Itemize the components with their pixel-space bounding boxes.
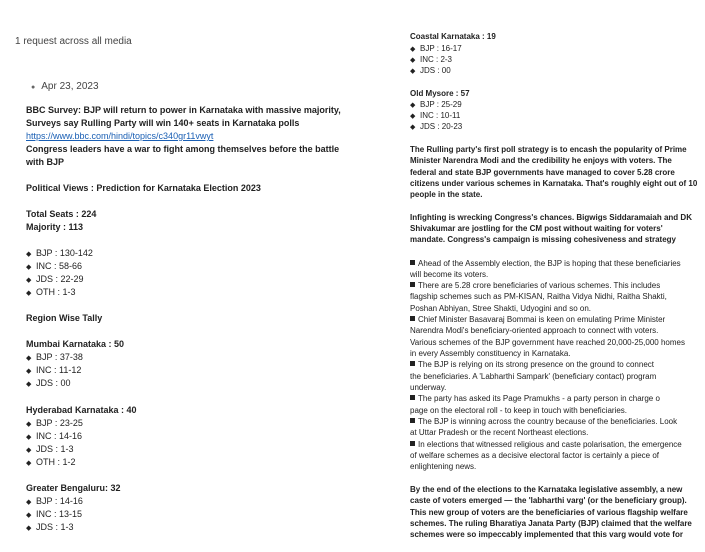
overall-item: ◆ BJP : 130-142 xyxy=(26,247,93,261)
point-line: Ahead of the Assembly election, the BJP is hoping that these beneficiaries xyxy=(410,258,681,269)
diamond-bullet-icon: ◆ xyxy=(410,46,416,53)
diamond-bullet-icon: ◆ xyxy=(26,355,32,362)
square-bullet-icon xyxy=(410,316,415,321)
region-item: ◆ BJP : 37-38 xyxy=(26,351,83,365)
para1-line: citizens under various schemes in Karnataka. That's roughly eight out of 10 xyxy=(410,179,698,188)
diamond-bullet-icon: ◆ xyxy=(26,499,32,506)
region-item: ◆ JDS : 20-23 xyxy=(410,121,462,133)
point-line: Chief Minister Basavaraj Bommai is keen on emulating Prime Minister xyxy=(410,314,665,325)
square-bullet-icon xyxy=(410,361,415,366)
square-bullet-icon xyxy=(410,418,415,423)
point-line: The BJP is relying on its strong presence on the ground to connect xyxy=(410,359,654,370)
point-line: in every Assembly constituency in Karnataka. xyxy=(410,349,571,358)
region-item: ◆ JDS : 00 xyxy=(410,65,451,77)
overall-item: ◆ INC : 58-66 xyxy=(26,260,82,274)
region-name: Greater Bengaluru: 32 xyxy=(26,483,121,493)
diamond-bullet-icon: ◆ xyxy=(26,512,32,519)
region-item: ◆ BJP : 25-29 xyxy=(410,99,462,111)
region-name: Old Mysore : 57 xyxy=(410,89,470,98)
diamond-bullet-icon: ◆ xyxy=(26,290,32,297)
diamond-bullet-icon: ◆ xyxy=(26,447,32,454)
post-date-text: Apr 23, 2023 xyxy=(41,81,99,92)
point-line: Poshan Abhiyan, Stree Shakti, Udyogini and so on. xyxy=(410,304,592,313)
para1-line: The Rulling party's first poll strategy is to encash the popularity of Prime xyxy=(410,145,687,154)
region-item: ◆ INC : 10-11 xyxy=(410,110,460,122)
point-line: underway. xyxy=(410,383,447,392)
para3-line: By the end of the elections to the Karnataka legislative assembly, a new xyxy=(410,485,683,494)
headline-line-1: BBC Survey: BJP will return to power in Karnataka with massive majority, xyxy=(26,105,341,115)
diamond-bullet-icon: ◆ xyxy=(26,434,32,441)
region-item: ◆ JDS : 1-3 xyxy=(26,521,74,535)
point-line: enlightening news. xyxy=(410,462,477,471)
diamond-bullet-icon: ◆ xyxy=(410,68,416,75)
point-line: the beneficiaries. A 'Labharthi Sampark' (beneficiary contact) program xyxy=(410,372,657,381)
region-item: ◆ INC : 14-16 xyxy=(26,430,82,444)
diamond-bullet-icon: ◆ xyxy=(26,381,32,388)
region-item: ◆ BJP : 16-17 xyxy=(410,43,462,55)
diamond-bullet-icon: ◆ xyxy=(26,421,32,428)
diamond-bullet-icon: ◆ xyxy=(410,102,416,109)
point-line: The party has asked its Page Pramukhs - a party person in charge o xyxy=(410,393,660,404)
point-line: page on the electoral roll - to keep in touch with beneficiaries. xyxy=(410,406,628,415)
request-summary: 1 request across all media xyxy=(15,36,132,47)
point-line: There are 5.28 crore beneficiaries of various schemes. This includes xyxy=(410,280,660,291)
para3-line: This new group of voters are the beneficiaries of various flagship welfare xyxy=(410,508,688,517)
para2-line: mandate. Congress's campaign is missing cohesiveness and strategy xyxy=(410,235,676,244)
para3-line: schemes were so impeccably implemented that this varg would vote for xyxy=(410,530,683,539)
region-item: ◆ BJP : 23-25 xyxy=(26,417,83,431)
diamond-bullet-icon: ◆ xyxy=(26,368,32,375)
point-line: Narendra Modi's beneficiary-oriented approach to connect with voters. xyxy=(410,326,659,335)
para3-line: caste of voters emerged — the 'labharthi varg' (or the beneficiary group). xyxy=(410,496,687,505)
date-dot-icon: ● xyxy=(31,84,36,91)
point-line: In elections that witnessed religious and caste polarisation, the emergence xyxy=(410,439,682,450)
subheadline-line-1: Congress leaders have a war to fight among themselves before the battle xyxy=(26,144,340,154)
diamond-bullet-icon: ◆ xyxy=(410,57,416,64)
diamond-bullet-icon: ◆ xyxy=(26,460,32,467)
para2-line: Shivakumar are jostling for the CM post without waiting for voters' xyxy=(410,224,663,233)
para1-line: Minister Narendra Modi and the credibility he enjoys with voters. The xyxy=(410,156,672,165)
majority: Majority : 113 xyxy=(26,222,84,232)
region-item: ◆ JDS : 00 xyxy=(26,377,71,391)
point-line: of welfare schemes as a decisive electoral factor is certainly a piece of xyxy=(410,451,660,460)
region-wise-heading: Region Wise Tally xyxy=(26,313,103,323)
region-item: ◆ INC : 11-12 xyxy=(26,364,81,378)
point-line: will become its voters. xyxy=(410,270,489,279)
overall-item: ◆ JDS : 22-29 xyxy=(26,273,84,287)
square-bullet-icon xyxy=(410,282,415,287)
region-item: ◆ INC : 13-15 xyxy=(26,508,82,522)
subheadline-line-2: with BJP xyxy=(26,157,65,167)
diamond-bullet-icon: ◆ xyxy=(26,525,32,532)
region-name: Coastal Karnataka : 19 xyxy=(410,32,496,41)
square-bullet-icon xyxy=(410,260,415,265)
total-seats: Total Seats : 224 xyxy=(26,209,97,219)
bbc-article-link[interactable]: https://www.bbc.com/hindi/topics/c340gr11vwyt xyxy=(26,131,214,141)
post-date xyxy=(31,81,99,92)
political-views-heading: Political Views : Prediction for Karnataka Election 2023 xyxy=(26,183,261,193)
point-line: Various schemes of the BJP government have reached 20,000-25,000 homes xyxy=(410,338,685,347)
headline-line-2: Surveys say Rulling Party will win 140+ seats in Karnataka polls xyxy=(26,118,300,128)
square-bullet-icon xyxy=(410,395,415,400)
diamond-bullet-icon: ◆ xyxy=(26,264,32,271)
square-bullet-icon xyxy=(410,441,415,446)
overall-item: ◆ OTH : 1-3 xyxy=(26,286,76,300)
region-item: ◆ JDS : 1-3 xyxy=(26,443,74,457)
diamond-bullet-icon: ◆ xyxy=(410,113,416,120)
diamond-bullet-icon: ◆ xyxy=(26,277,32,284)
point-line: flagship schemes such as PM-KISAN, Raitha Vidya Nidhi, Raitha Shakti, xyxy=(410,292,667,301)
point-line: at Uttar Pradesh or the recent Northeast elections. xyxy=(410,428,589,437)
region-item: ◆ BJP : 14-16 xyxy=(26,495,83,509)
para3-line: schemes. The ruling Bharatiya Janata Party (BJP) claimed that the welfare xyxy=(410,519,692,528)
region-item: ◆ OTH : 1-2 xyxy=(26,456,76,470)
para2-line: Infighting is wrecking Congress's chances. Bigwigs Siddaramaiah and DK xyxy=(410,213,692,222)
diamond-bullet-icon: ◆ xyxy=(410,124,416,131)
diamond-bullet-icon: ◆ xyxy=(26,251,32,258)
region-name: Mumbai Karnataka : 50 xyxy=(26,339,125,349)
point-line: The BJP is winning across the country because of the beneficiaries. Look xyxy=(410,416,677,427)
para1-line: people in the state. xyxy=(410,190,483,199)
para1-line: federal and state BJP governments have managed to cover 5.28 crore xyxy=(410,168,675,177)
region-item: ◆ INC : 2-3 xyxy=(410,54,452,66)
region-name: Hyderabad Karnataka : 40 xyxy=(26,405,137,415)
